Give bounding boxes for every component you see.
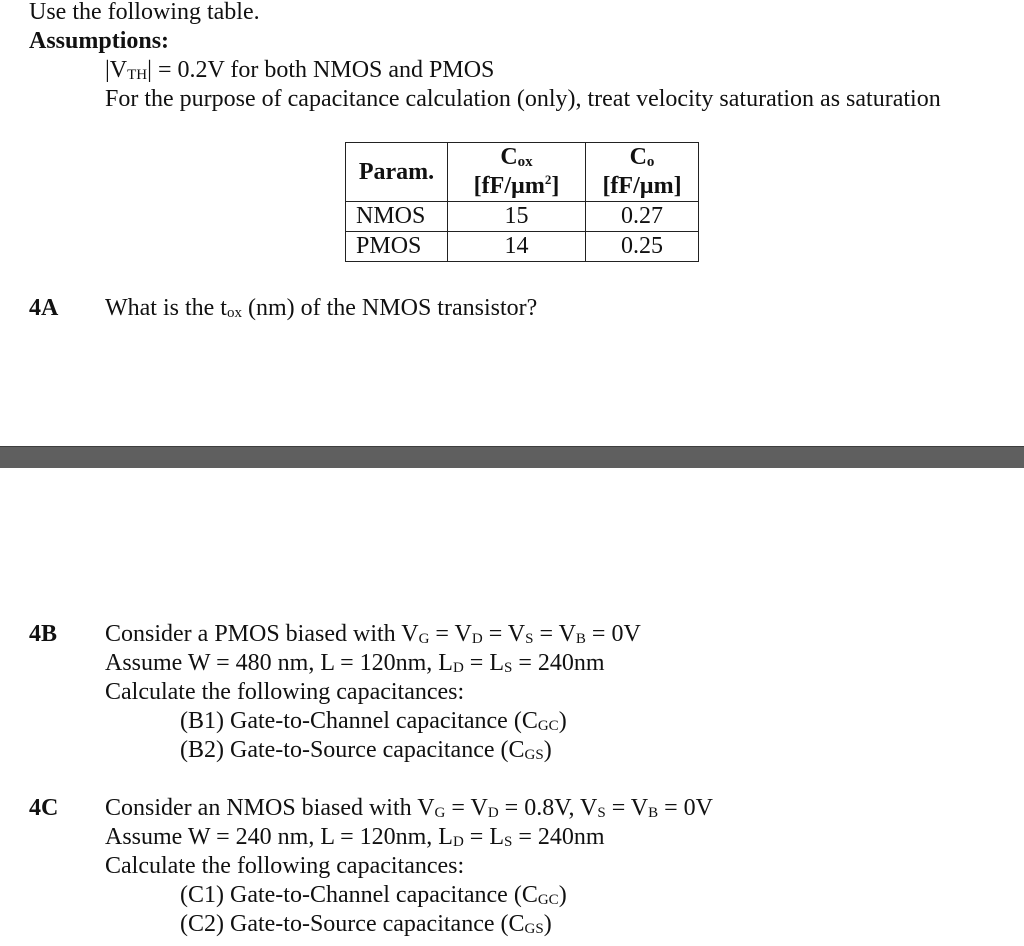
table-row [346, 232, 699, 262]
question-4b-item-b1: (B1) Gate-to-Channel capacitance $(C_{GC})$ [180, 708, 567, 734]
question-4b-dimensions: Assume W = 480 nm, L = 120nm, $L_D = L_S = 240nm$ [105, 650, 605, 676]
section-divider [0, 446, 1024, 468]
question-4b-bias: Consider a PMOS biased with $V_G = V_D = V_S = V_B = 0V$ [105, 621, 641, 647]
assumption-vth: $|V_{TH}| = 0.2V$ for both NMOS and PMOS [105, 57, 495, 83]
header-cox: $C_{ox}$ [fF/µm$^2$] [448, 143, 586, 202]
cell-pmos-cox: 14 [448, 232, 586, 262]
cell-nmos-co: 0.27 [586, 202, 699, 232]
row-label-pmos: PMOS [346, 232, 448, 262]
table-header-row [346, 143, 699, 202]
question-4c-item-c2: (C2) Gate-to-Source capacitance $(C_{GS})$ [180, 911, 552, 937]
cell-nmos-cox: 15 [448, 202, 586, 232]
row-label-nmos: NMOS [346, 202, 448, 232]
header-param: Param. [346, 143, 448, 202]
question-4b-number: 4B [29, 621, 58, 647]
intro-text: Use the following table. [29, 0, 260, 25]
question-4c-item-c1: (C1) Gate-to-Channel capacitance $(C_{GC})$ [180, 882, 567, 908]
assumption-velocity-saturation: For the purpose of capacitance calculation (only), treat velocity saturation as saturation [105, 86, 941, 112]
assumptions-heading: Assumptions: [29, 28, 170, 54]
cell-pmos-co: 0.25 [586, 232, 699, 262]
question-4c-number: 4C [29, 795, 59, 821]
question-4c-dimensions: Assume W = 240 nm, L = 120nm, $L_D = L_S = 240nm$ [105, 824, 605, 850]
question-4c-instruction: Calculate the following capacitances: [105, 853, 465, 879]
parameter-table [345, 142, 699, 262]
question-4a-text: What is the $t_{ox}$ (nm) of the NMOS transistor? [105, 295, 538, 321]
header-co: $C_o$ [fF/µm] [586, 143, 699, 202]
question-4c-bias: Consider an NMOS biased with $V_G = V_D = 0.8V$, $V_S = V_B = 0V$ [105, 795, 714, 821]
question-4a-number: 4A [29, 295, 59, 321]
table-row [346, 202, 699, 232]
question-4b-instruction: Calculate the following capacitances: [105, 679, 465, 705]
question-4b-item-b2: (B2) Gate-to-Source capacitance $(C_{GS})$ [180, 737, 552, 763]
